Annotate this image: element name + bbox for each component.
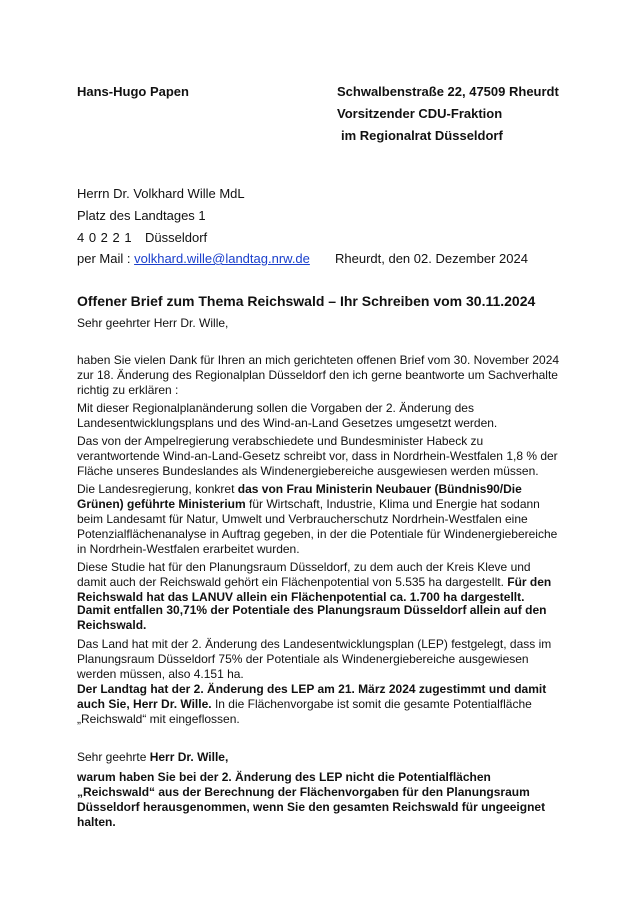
paragraph-wind-law: Das von der Ampelregierung verabschiedete und Bundesminister Habeck zu verantwortende Wind-an-Land-Gesetz schreibt vor, dass in Nordrhein-Westfalen 1,8 % der Fläche unseres Bundeslandes als Windenergiebereiche ausgewiesen werden müssen.	[77, 434, 558, 478]
email-link[interactable]: volkhard.wille@landtag.nrw.de	[134, 251, 310, 266]
paragraph-lep: Das Land hat mit der 2. Änderung des Landesentwicklungsplan (LEP) festgelegt, dass im Planungsraum Düsseldorf 75% der Potentiale als Windenergiebereiche ausgewiesen werden müssen, also 4.151 ha.	[77, 637, 552, 681]
recipient-street: Platz des Landtages 1	[77, 208, 206, 223]
email-line	[77, 251, 310, 267]
paragraph-intro: haben Sie vielen Dank für Ihren an mich gerichteten offenen Brief vom 30. November 2024 zur 18. Änderung des Regionalplan Düsseldorf den ich gerne beantworte um Sachverhalte richtig zu erklären :	[77, 353, 560, 397]
sender-role-line1: Vorsitzender CDU-Fraktion	[337, 106, 503, 121]
ministry-text-bold: das von Frau Ministerin Neubauer (Bündnis90/Die Grünen) geführte Ministerium	[77, 482, 522, 511]
paragraph-share: Damit entfallen 30,71% der Potentiale des Planungsraum Düsseldorf allein auf den Reichswald.	[77, 603, 547, 632]
paragraph-ministry	[77, 482, 562, 557]
salutation-second	[77, 750, 228, 765]
recipient-name: Herrn Dr. Volkhard Wille MdL	[77, 186, 245, 201]
recipient-zip: 4 0 2 2 1	[77, 230, 132, 245]
salutation: Sehr geehrter Herr Dr. Wille,	[77, 316, 229, 330]
sender-role-line2: im Regionalrat Düsseldorf	[341, 128, 503, 143]
date-line: Rheurdt, den 02. Dezember 2024	[335, 251, 528, 266]
recipient-city: Düsseldorf	[145, 230, 208, 245]
landtag-text-bold: Der Landtag hat der 2. Änderung des LEP am 21. März 2024 zugestimmt und damit auch Sie, Herr Dr. Wille.	[77, 682, 547, 711]
paragraph-question: warum haben Sie bei der 2. Änderung des LEP nicht die Potentialflächen „Reichswald“ aus der Berechnung der Flächenvorgaben für den Planungsraum Düsseldorf herausgenommen, wenn Sie den gesamten Reichswald für ungeeignet halten.	[77, 770, 546, 829]
ministry-text-c: für Wirtschaft, Industrie, Klima und Energie hat sodann beim Landesamt für Natur, Umwelt und Verbraucherschutz Nordrhein-Westfalen eine Potenzialflächenanalyse in Auftrag gegeben, in der die Potentiale für Windenergiebereiche in Nordrhein-Westfalen erarbeitet wurden.	[77, 497, 558, 556]
study-text-a: Diese Studie hat für den Planungsraum Düsseldorf, zu dem auch der Kreis Kleve und damit auch der Reichswald gehört ein Flächenpotential von 5.535 ha dargestellt.	[77, 560, 531, 589]
ministry-text-a: Die Landesregierung, konkret	[77, 482, 238, 496]
study-text-bold: Für den Reichswald hat das LANUV allein ein Flächenpotential ca. 1.700 ha dargestellt.	[77, 575, 552, 604]
landtag-text-b: In die Flächenvorgabe ist somit die gesamte Potentialfläche „Reichswald“ mit eingeflossen.	[77, 697, 532, 726]
salutation-second-a: Sehr geehrte	[77, 750, 150, 764]
subject-heading: Offener Brief zum Thema Reichswald – Ihr Schreiben vom 30.11.2024	[77, 293, 536, 309]
paragraph-study	[77, 560, 562, 605]
sender-address: Schwalbenstraße 22, 47509 Rheurdt	[337, 84, 559, 99]
paragraph-purpose: Mit dieser Regionalplanänderung sollen die Vorgaben der 2. Änderung des Landesentwicklungsplans und des Wind-an-Land Gesetzes umgesetzt werden.	[77, 401, 498, 430]
salutation-second-bold: Herr Dr. Wille,	[149, 750, 229, 764]
paragraph-landtag	[77, 682, 562, 727]
sender-name: Hans-Hugo Papen	[77, 84, 189, 99]
mail-prefix: per Mail :	[77, 251, 131, 266]
